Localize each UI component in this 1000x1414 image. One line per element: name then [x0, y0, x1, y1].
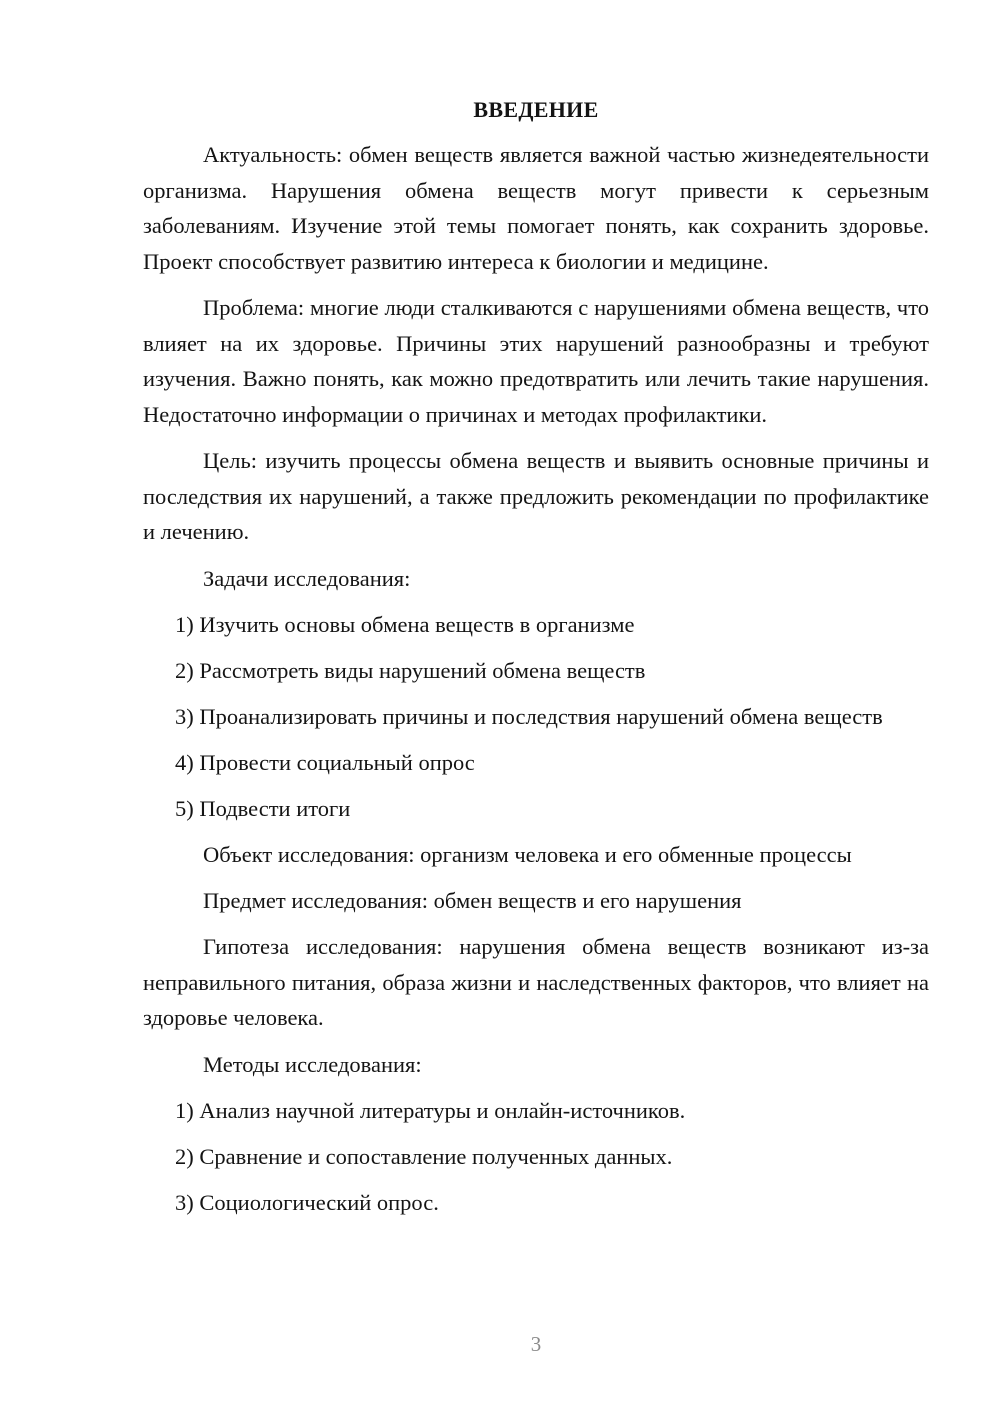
methods-heading: Методы исследования: [203, 1051, 422, 1077]
page-content [143, 95, 929, 1231]
goal-paragraph: Цель: изучить процессы обмена веществ и выявить основные причины и последствия их нарушений, а также предложить рекомендации по профилактике и лечению. [143, 448, 929, 544]
method-item: 2) Сравнение и сопоставление полученных данных. [175, 1143, 673, 1169]
task-item: 3) Проанализировать причины и последствия нарушений обмена веществ [175, 703, 883, 729]
task-item: 2) Рассмотреть виды нарушений обмена веществ [175, 657, 646, 683]
task-item: 1) Изучить основы обмена веществ в организме [175, 611, 635, 637]
method-item: 3) Социологический опрос. [175, 1189, 439, 1215]
method-item: 1) Анализ научной литературы и онлайн-источников. [175, 1097, 686, 1123]
tasks-list [143, 607, 929, 827]
section-title: ВВЕДЕНИЕ [473, 97, 599, 122]
tasks-heading: Задачи исследования: [203, 565, 411, 591]
hypothesis-paragraph: Гипотеза исследования: нарушения обмена веществ возникают из-за неправильного питания, образа жизни и наследственных факторов, что влияет на здоровье человека. [143, 934, 929, 1030]
relevance-paragraph: Актуальность: обмен веществ является важной частью жизнедеятельности организма. Нарушения обмена веществ могут привести к серьезным заболеваниям. Изучение этой темы помогает понять, как сохранить здоровье. Проект способствует развитию интереса к биологии и медицине. [143, 142, 929, 274]
problem-paragraph: Проблема: многие люди сталкиваются с нарушениями обмена веществ, что влияет на их здоровье. Причины этих нарушений разнообразны и требуют изучения. Важно понять, как можно предотвратить или лечить такие нарушения. Недостаточно информации о причинах и методах профилактики. [143, 295, 929, 427]
research-subject: Предмет исследования: обмен веществ и его нарушения [203, 888, 742, 913]
methods-list [143, 1093, 929, 1220]
page-number: 3 [530, 1332, 542, 1356]
task-item: 4) Провести социальный опрос [175, 750, 475, 775]
research-object: Объект исследования: организм человека и его обменные процессы [203, 842, 852, 867]
task-item: 5) Подвести итоги [175, 796, 351, 821]
